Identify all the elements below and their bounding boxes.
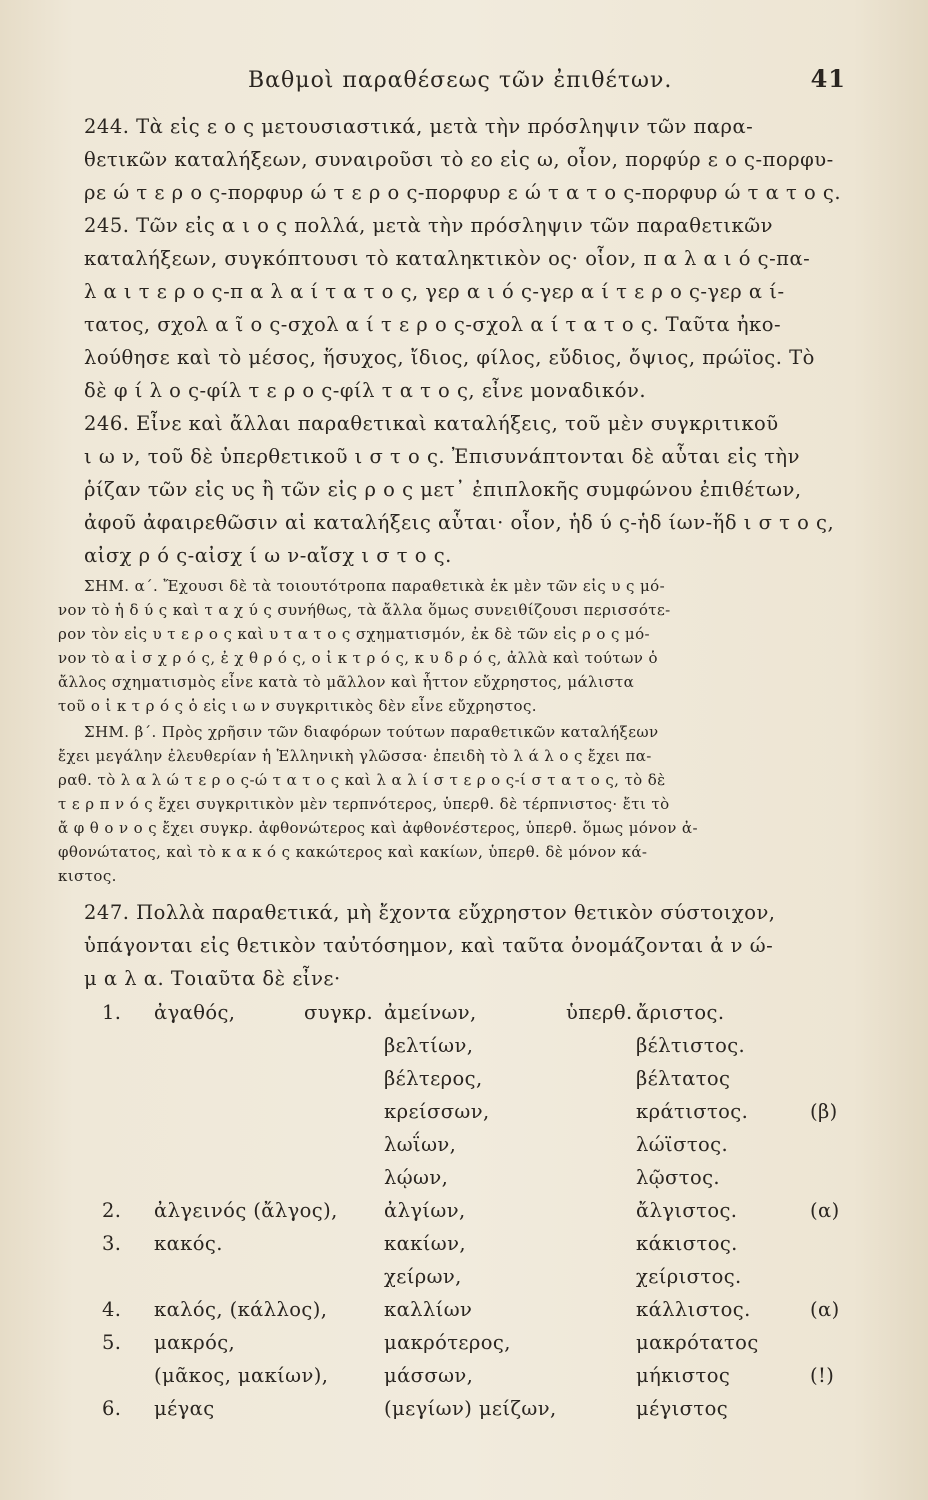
comparative-form: (μεγίων) μείζων,: [384, 1397, 557, 1420]
text-line: θετικῶν καταλήξεων, συναιροῦσι τὸ εο εἰς ω, οἷον, πορφύρ ε ο ς-πορφυ-: [84, 148, 834, 171]
comparative-form: μακρότερος,: [384, 1331, 511, 1354]
text-line: δὲ φ ί λ ο ς-φίλ τ ε ρ ο ς-φίλ τ α τ ο ς, εἶνε μοναδικόν.: [84, 379, 647, 402]
note-line: τοῦ ο ἰ κ τ ρ ό ς ὁ εἰς ι ω ν συγκριτικὸς δὲν εἶνε εὔχρηστος.: [58, 697, 537, 715]
page-number: 41: [810, 64, 846, 93]
note-line: τ ε ρ π ν ό ς ἔχει συγκριτικὸν μὲν τερπνότερος, ὑπερθ. δὲ τέρπνιστος· ἔτι τὸ: [58, 795, 670, 813]
table-row: [58, 1100, 850, 1133]
footnote-mark: (!): [810, 1364, 835, 1387]
text-line: 244. Τὰ εἰς ε ο ς μετουσιαστικά, μετὰ τὴν πρόσληψιν τῶν παρα-: [84, 115, 754, 138]
table-row: [58, 1133, 850, 1166]
superlative-form: λῷστος.: [636, 1166, 721, 1189]
table-row: [58, 1034, 850, 1067]
note-line: κιστος.: [58, 867, 117, 885]
superlative-form: μήκιστος: [636, 1364, 731, 1387]
superlative-form: ἄλγιστος.: [636, 1199, 738, 1222]
comparative-form: καλλίων: [384, 1298, 473, 1321]
running-head: [58, 64, 850, 110]
text-line: 246. Εἶνε καὶ ἄλλαι παραθετικαὶ καταλήξεις, τοῦ μὲν συγκριτικοῦ: [84, 412, 779, 435]
table-row: [58, 1232, 850, 1265]
table-row: [58, 1397, 850, 1430]
note-line: νον τὸ α ἰ σ χ ρ ό ς, ἐ χ θ ρ ό ς, ο ἰ κ τ ρ ό ς, κ υ δ ρ ό ς, ἀλλὰ καὶ τούτων ὁ: [58, 649, 658, 667]
note-line: ἄ φ θ ο ν ο ς ἔχει συγκρ. ἀφθονώτερος καὶ ἀφθονέστερος, ὑπερθ. ὅμως μόνον ἀ-: [58, 819, 698, 837]
comparative-form: βέλτερος,: [384, 1067, 483, 1090]
text-line: ι ω ν, τοῦ δὲ ὑπερθετικοῦ ι σ τ ο ς. Ἐπισυνάπτονται δὲ αὗται εἰς τὴν: [84, 445, 800, 468]
footnote-mark: (α): [810, 1199, 840, 1222]
positive-form: μακρός,: [154, 1331, 236, 1354]
text-line: μ α λ α. Τοιαῦτα δὲ εἶνε·: [84, 967, 341, 990]
superlative-form: κάκιστος.: [636, 1232, 738, 1255]
comparative-form: ἀμείνων,: [384, 1001, 477, 1024]
note-line: ραθ. τὸ λ α λ ώ τ ε ρ ο ς-ώ τ α τ ο ς καὶ λ α λ ί σ τ ε ρ ο ς-ί σ τ α τ ο ς, τὸ δὲ: [58, 771, 666, 789]
paragraph-247-text: [58, 896, 850, 995]
note-text: Πρὸς χρῆσιν τῶν διαφόρων τούτων παραθετικῶν καταλήξεων: [161, 723, 659, 741]
note-line: [58, 720, 850, 744]
superlative-form: κάλλιστος.: [636, 1298, 751, 1321]
text-line: τατος, σχολ α ῖ ο ς-σχολ α ί τ ε ρ ο ς-σχολ α ί τ α τ ο ς. Ταῦτα ἠκο-: [84, 313, 782, 336]
superlative-form: χείριστος.: [636, 1265, 742, 1288]
superlative-form: βέλτατος: [636, 1067, 731, 1090]
comparative-form: μάσσων,: [384, 1364, 474, 1387]
text-line: ὑπάγονται εἰς θετικὸν ταὐτόσημον, καὶ ταῦτα ὀνομάζονται ἀ ν ώ-: [84, 934, 774, 957]
comparative-form: βελτίων,: [384, 1034, 474, 1057]
note-line: νον τὸ ἡ δ ύ ς καὶ τ α χ ύ ς συνήθως, τὰ ἄλλα ὅμως συνειθίζουσι περισσότε-: [58, 601, 671, 619]
comparative-form: κρείσσων,: [384, 1100, 490, 1123]
superlative-label: ὑπερθ.: [566, 1001, 633, 1024]
note-line: φθονώτατος, καὶ τὸ κ α κ ό ς κακώτερος καὶ κακίων, ὑπερθ. δὲ μόνον κά-: [58, 843, 648, 861]
text-line: λ α ι τ ε ρ ο ς-π α λ α ί τ α τ ο ς, γερ α ι ό ς-γερ α ί τ ε ρ ο ς-γερ α ί-: [84, 280, 785, 303]
positive-form: μέγας: [154, 1397, 215, 1420]
note-text: Ἔχουσι δὲ τὰ τοιουτότροπα παραθετικὰ ἐκ μὲν τῶν εἰς υ ς μό-: [163, 577, 666, 595]
footnote-mark: (β): [810, 1100, 838, 1123]
comparative-label: συγκρ.: [304, 1001, 374, 1024]
table-row: [58, 1298, 850, 1331]
main-text: [58, 110, 850, 572]
text-line: ῥίζαν τῶν εἰς υς ἢ τῶν εἰς ρ ο ς μετ᾽ ἐπιπλοκῆς συμφώνου ἐπιθέτων,: [84, 478, 802, 501]
comparative-form: κακίων,: [384, 1232, 466, 1255]
table-row: [58, 1067, 850, 1100]
note-a: [58, 574, 850, 718]
entry-number: 4.: [102, 1298, 122, 1321]
entry-number: 3.: [102, 1232, 122, 1255]
superlative-form: κράτιστος.: [636, 1100, 749, 1123]
note-label: ΣΗΜ. α΄.: [84, 577, 159, 595]
page-title: Βαθμοὶ παραθέσεως τῶν ἐπιθέτων.: [248, 68, 673, 93]
paragraph-246: [58, 407, 850, 572]
comparative-form: λωΐων,: [384, 1133, 457, 1156]
entry-number: 2.: [102, 1199, 122, 1222]
table-row: [58, 1364, 850, 1397]
text-line: 247. Πολλὰ παραθετικά, μὴ ἔχοντα εὔχρηστον θετικὸν σύστοιχον,: [84, 901, 776, 924]
table-row: [58, 1265, 850, 1298]
entry-number: 5.: [102, 1331, 122, 1354]
positive-form: ἀλγεινός (ἄλγος),: [154, 1199, 338, 1222]
irregular-forms-table: [58, 1001, 850, 1430]
paragraph-244: [58, 110, 850, 209]
table-row: [58, 1001, 850, 1034]
superlative-form: ἄριστος.: [636, 1001, 725, 1024]
superlative-form: βέλτιστος.: [636, 1034, 746, 1057]
footnote-mark: (α): [810, 1298, 840, 1321]
note-line: [58, 574, 850, 598]
table-row: [58, 1166, 850, 1199]
entry-number: 1.: [102, 1001, 122, 1024]
note-label: ΣΗΜ. β΄.: [84, 723, 157, 741]
text-line: ἀφοῦ ἀφαιρεθῶσιν αἱ καταλήξεις αὗται· οἷον, ἡδ ύ ς-ἡδ ίων-ἥδ ι σ τ ο ς,: [84, 511, 835, 534]
text-line: 245. Τῶν εἰς α ι ο ς πολλά, μετὰ τὴν πρόσληψιν τῶν παραθετικῶν: [84, 214, 773, 237]
superlative-form: μακρότατος: [636, 1331, 759, 1354]
positive-form: κακός.: [154, 1232, 223, 1255]
note-line: ἄλλος σχηματισμὸς εἶνε κατὰ τὸ μᾶλλον καὶ ἧττον εὔχρηστος, μάλιστα: [58, 673, 635, 691]
note-b: [58, 720, 850, 888]
text-line: αἰσχ ρ ό ς-αἰσχ ί ω ν-αἴσχ ι σ τ ο ς.: [84, 544, 452, 567]
comparative-form: χείρων,: [384, 1265, 462, 1288]
text-line: καταλήξεων, συγκόπτουσι τὸ καταληκτικὸν ος· οἷον, π α λ α ι ό ς-πα-: [84, 247, 811, 270]
superlative-form: λώϊστος.: [636, 1133, 729, 1156]
paragraph-245: [58, 209, 850, 407]
table-row: [58, 1199, 850, 1232]
note-line: ρον τὸν εἰς υ τ ε ρ ο ς καὶ υ τ α τ ο ς σχηματισμόν, ἐκ δὲ τῶν εἰς ρ ο ς μό-: [58, 625, 650, 643]
text-line: λούθησε καὶ τὸ μέσος, ἥσυχος, ἴδιος, φίλος, εὔδιος, ὄψιος, πρώϊος. Τὸ: [84, 346, 815, 369]
superlative-form: μέγιστος: [636, 1397, 729, 1420]
positive-form: (μᾶκος, μακίων),: [154, 1364, 329, 1387]
comparative-form: λῴων,: [384, 1166, 449, 1189]
comparative-form: ἀλγίων,: [384, 1199, 466, 1222]
note-line: ἔχει μεγάλην ἐλευθερίαν ἡ Ἑλληνικὴ γλῶσσα· ἐπειδὴ τὸ λ ά λ ο ς ἔχει πα-: [58, 747, 652, 765]
positive-form: καλός, (κάλλος),: [154, 1298, 328, 1321]
paragraph-247: [58, 896, 850, 995]
positive-form: ἀγαθός,: [154, 1001, 236, 1024]
text-line: ρε ώ τ ε ρ ο ς-πορφυρ ώ τ ε ρ ο ς-πορφυρ ε ώ τ α τ ο ς-πορφυρ ώ τ α τ ο ς.: [84, 181, 842, 204]
entry-number: 6.: [102, 1397, 122, 1420]
table-row: [58, 1331, 850, 1364]
